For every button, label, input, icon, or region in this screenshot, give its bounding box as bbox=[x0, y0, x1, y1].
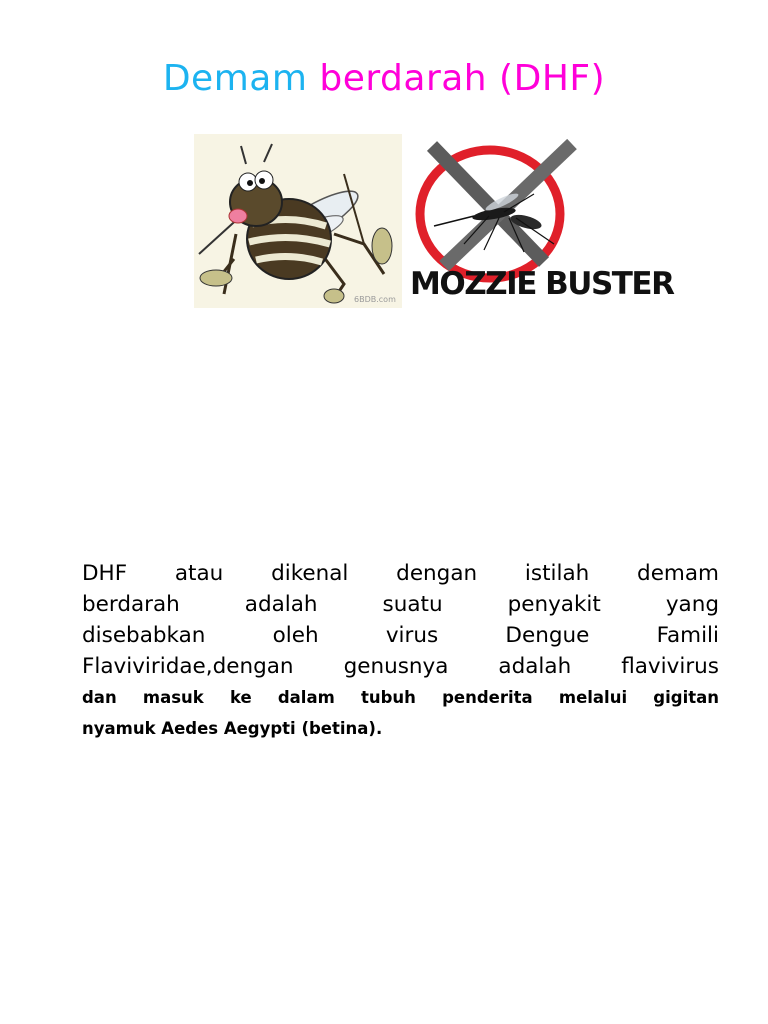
watermark-text: 6BDB.com bbox=[354, 295, 396, 304]
cartoon-mosquito-image bbox=[194, 134, 402, 308]
paragraph-line-2: berdarah adalah suatu penyakit yang bbox=[82, 592, 719, 617]
paragraph-line-3: disebabkan oleh virus Dengue Famili bbox=[82, 623, 719, 648]
description-paragraph bbox=[82, 558, 719, 744]
brand-text: MOZZIE BUSTER bbox=[410, 266, 674, 302]
paragraph-line-5: dan masuk ke dalam tubuh penderita melalui gigitan bbox=[82, 688, 719, 707]
paragraph-line-6: nyamuk Aedes Aegypti (betina). bbox=[82, 719, 383, 738]
paragraph-line-4: Flaviviridae,dengan genusnya adalah flavivirus bbox=[82, 654, 719, 679]
page-title bbox=[0, 58, 768, 99]
mozzie-buster-image bbox=[404, 134, 674, 308]
title-word-demam: Demam bbox=[162, 58, 308, 99]
paragraph-line-1: DHF atau dikenal dengan istilah demam bbox=[82, 561, 719, 586]
title-word-berdarah: berdarah (DHF) bbox=[319, 58, 606, 99]
